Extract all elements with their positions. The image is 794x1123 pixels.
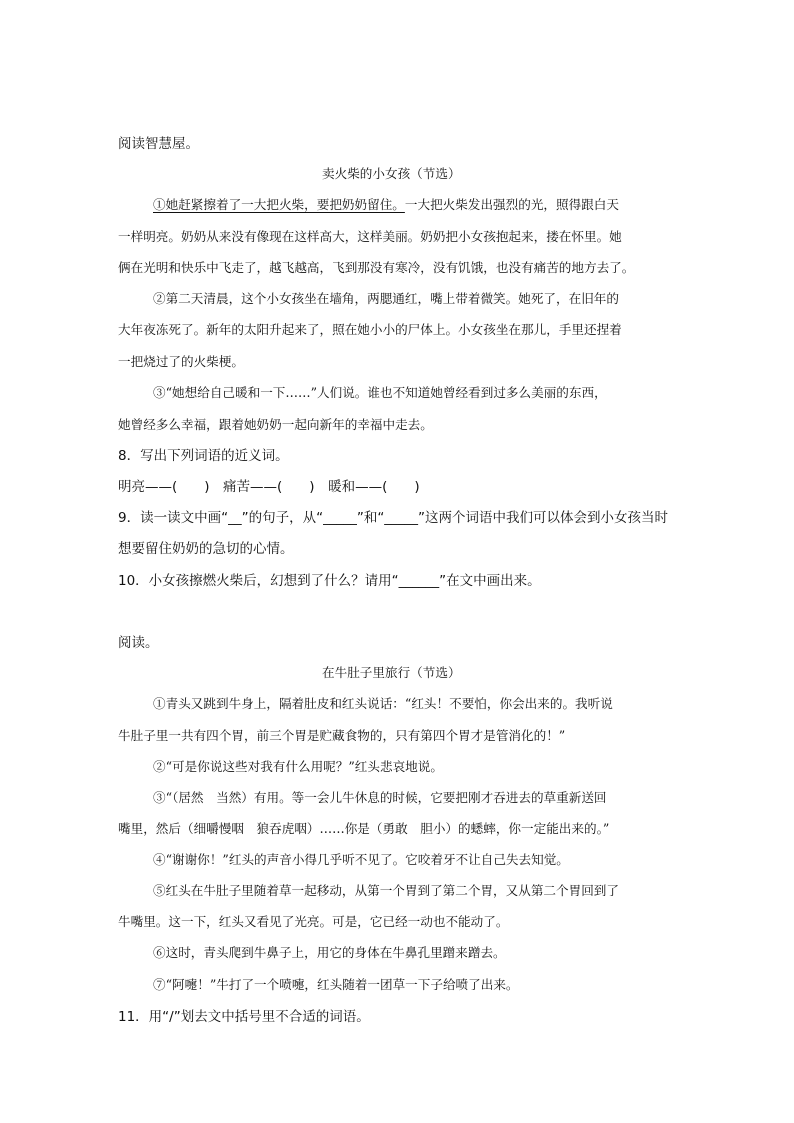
section2-p2: ②“可是你说这些对我有什么用呢？”红头悲哀地说。 [153, 759, 443, 774]
para1-rest: 一大把火柴发出强烈的光，照得跟白天 [404, 197, 619, 212]
section2-p3-line2: 嘴里，然后（细嚼慢咽 狼吞虎咽）……你是（勇敢 胆小）的蟋蟀，你一定能出来的。” [118, 821, 610, 836]
underlined-sentence: ①她赶紧擦着了一大把火柴，要把奶奶留住。 [153, 197, 405, 212]
section1-para2-line2: 大年夜冻死了。新年的太阳升起来了，照在她小小的尸体上。小女孩坐在那儿，手里还捏着 [118, 322, 622, 337]
section2-p3-line1: ③“（居然 当然）有用。等一会儿牛休息的时候，它要把刚才吞进去的草重新送回 [153, 790, 607, 805]
section2-p1-line1: ①青头又跳到牛身上，隔着肚皮和红头说话：“红头！不要怕，你会出来的。我听说 [153, 696, 613, 711]
section1-para2-line3: 一把烧过了的火柴梗。 [118, 354, 244, 369]
section2-p7: ⑦“阿嚏！”牛打了一个喷嚏，红头随着一团草一下子给喷了出来。 [153, 977, 519, 992]
section2-p5-line1: ⑤红头在牛肚子里随着草一起移动，从第一个胃到了第二个胃，又从第二个胃回到了 [153, 883, 619, 898]
section1-instruction: 阅读智慧屋。 [118, 136, 199, 152]
section1-para2-line1: ②第二天清晨，这个小女孩坐在墙角，两腮通红，嘴上带着微笑。她死了，在旧年的 [153, 291, 619, 306]
question-9-line2: 想要留住奶奶的急切的心情。 [118, 541, 294, 557]
section1-para1-line3: 俩在光明和快乐中飞走了，越飞越高，飞到那没有寒冷，没有饥饿，也没有痛苦的地方去了。 [118, 260, 635, 275]
question-8: 8．写出下列词语的近义词。 [118, 448, 289, 464]
section1-para1-line2: 一样明亮。奶奶从来没有像现在这样高大，这样美丽。奶奶把小女孩抱起来，搂在怀里。她 [118, 229, 622, 244]
section1-passage-title: 卖火柴的小女孩（节选） [322, 166, 461, 181]
question-10: 10．小女孩擦燃火柴后，幻想到了什么？请用“______”在文中画出来。 [118, 573, 541, 589]
section1-para3-line2: 她曾经多么幸福，跟着她奶奶一起向新年的幸福中走去。 [118, 417, 433, 432]
section1-para1-line1 [153, 196, 619, 214]
section2-p6: ⑥这时，青头爬到牛鼻子上，用它的身体在牛鼻孔里蹭来蹭去。 [153, 945, 506, 960]
question-11: 11．用“/”划去文中括号里不合适的词语。 [118, 1009, 370, 1025]
section1-para3-line1: ③“她想给自己暖和一下……”人们说。谁也不知道她曾经看到过多么美丽的东西， [153, 385, 607, 400]
section2-passage-title: 在牛肚子里旅行（节选） [322, 665, 461, 680]
section2-p5-line2: 牛嘴里。这一下，红头又看见了光亮。可是，它已经一动也不能动了。 [118, 914, 509, 929]
question-8-items: 明亮——( ) 痛苦——( ) 暖和——( ) [118, 479, 420, 495]
section2-instruction: 阅读。 [118, 635, 159, 651]
section2-p4: ④“谢谢你！”红头的声音小得几乎听不见了。它咬着牙不让自己失去知觉。 [153, 852, 569, 867]
question-9-line1: 9．读一读文中画“__”的句子，从“_____”和“_____”这两个词语中我们可以体会到小女孩当时 [118, 510, 669, 526]
section2-p1-line2: 牛肚子里一共有四个胃，前三个胃是贮藏食物的，只有第四个胃才是管消化的！” [118, 728, 566, 743]
